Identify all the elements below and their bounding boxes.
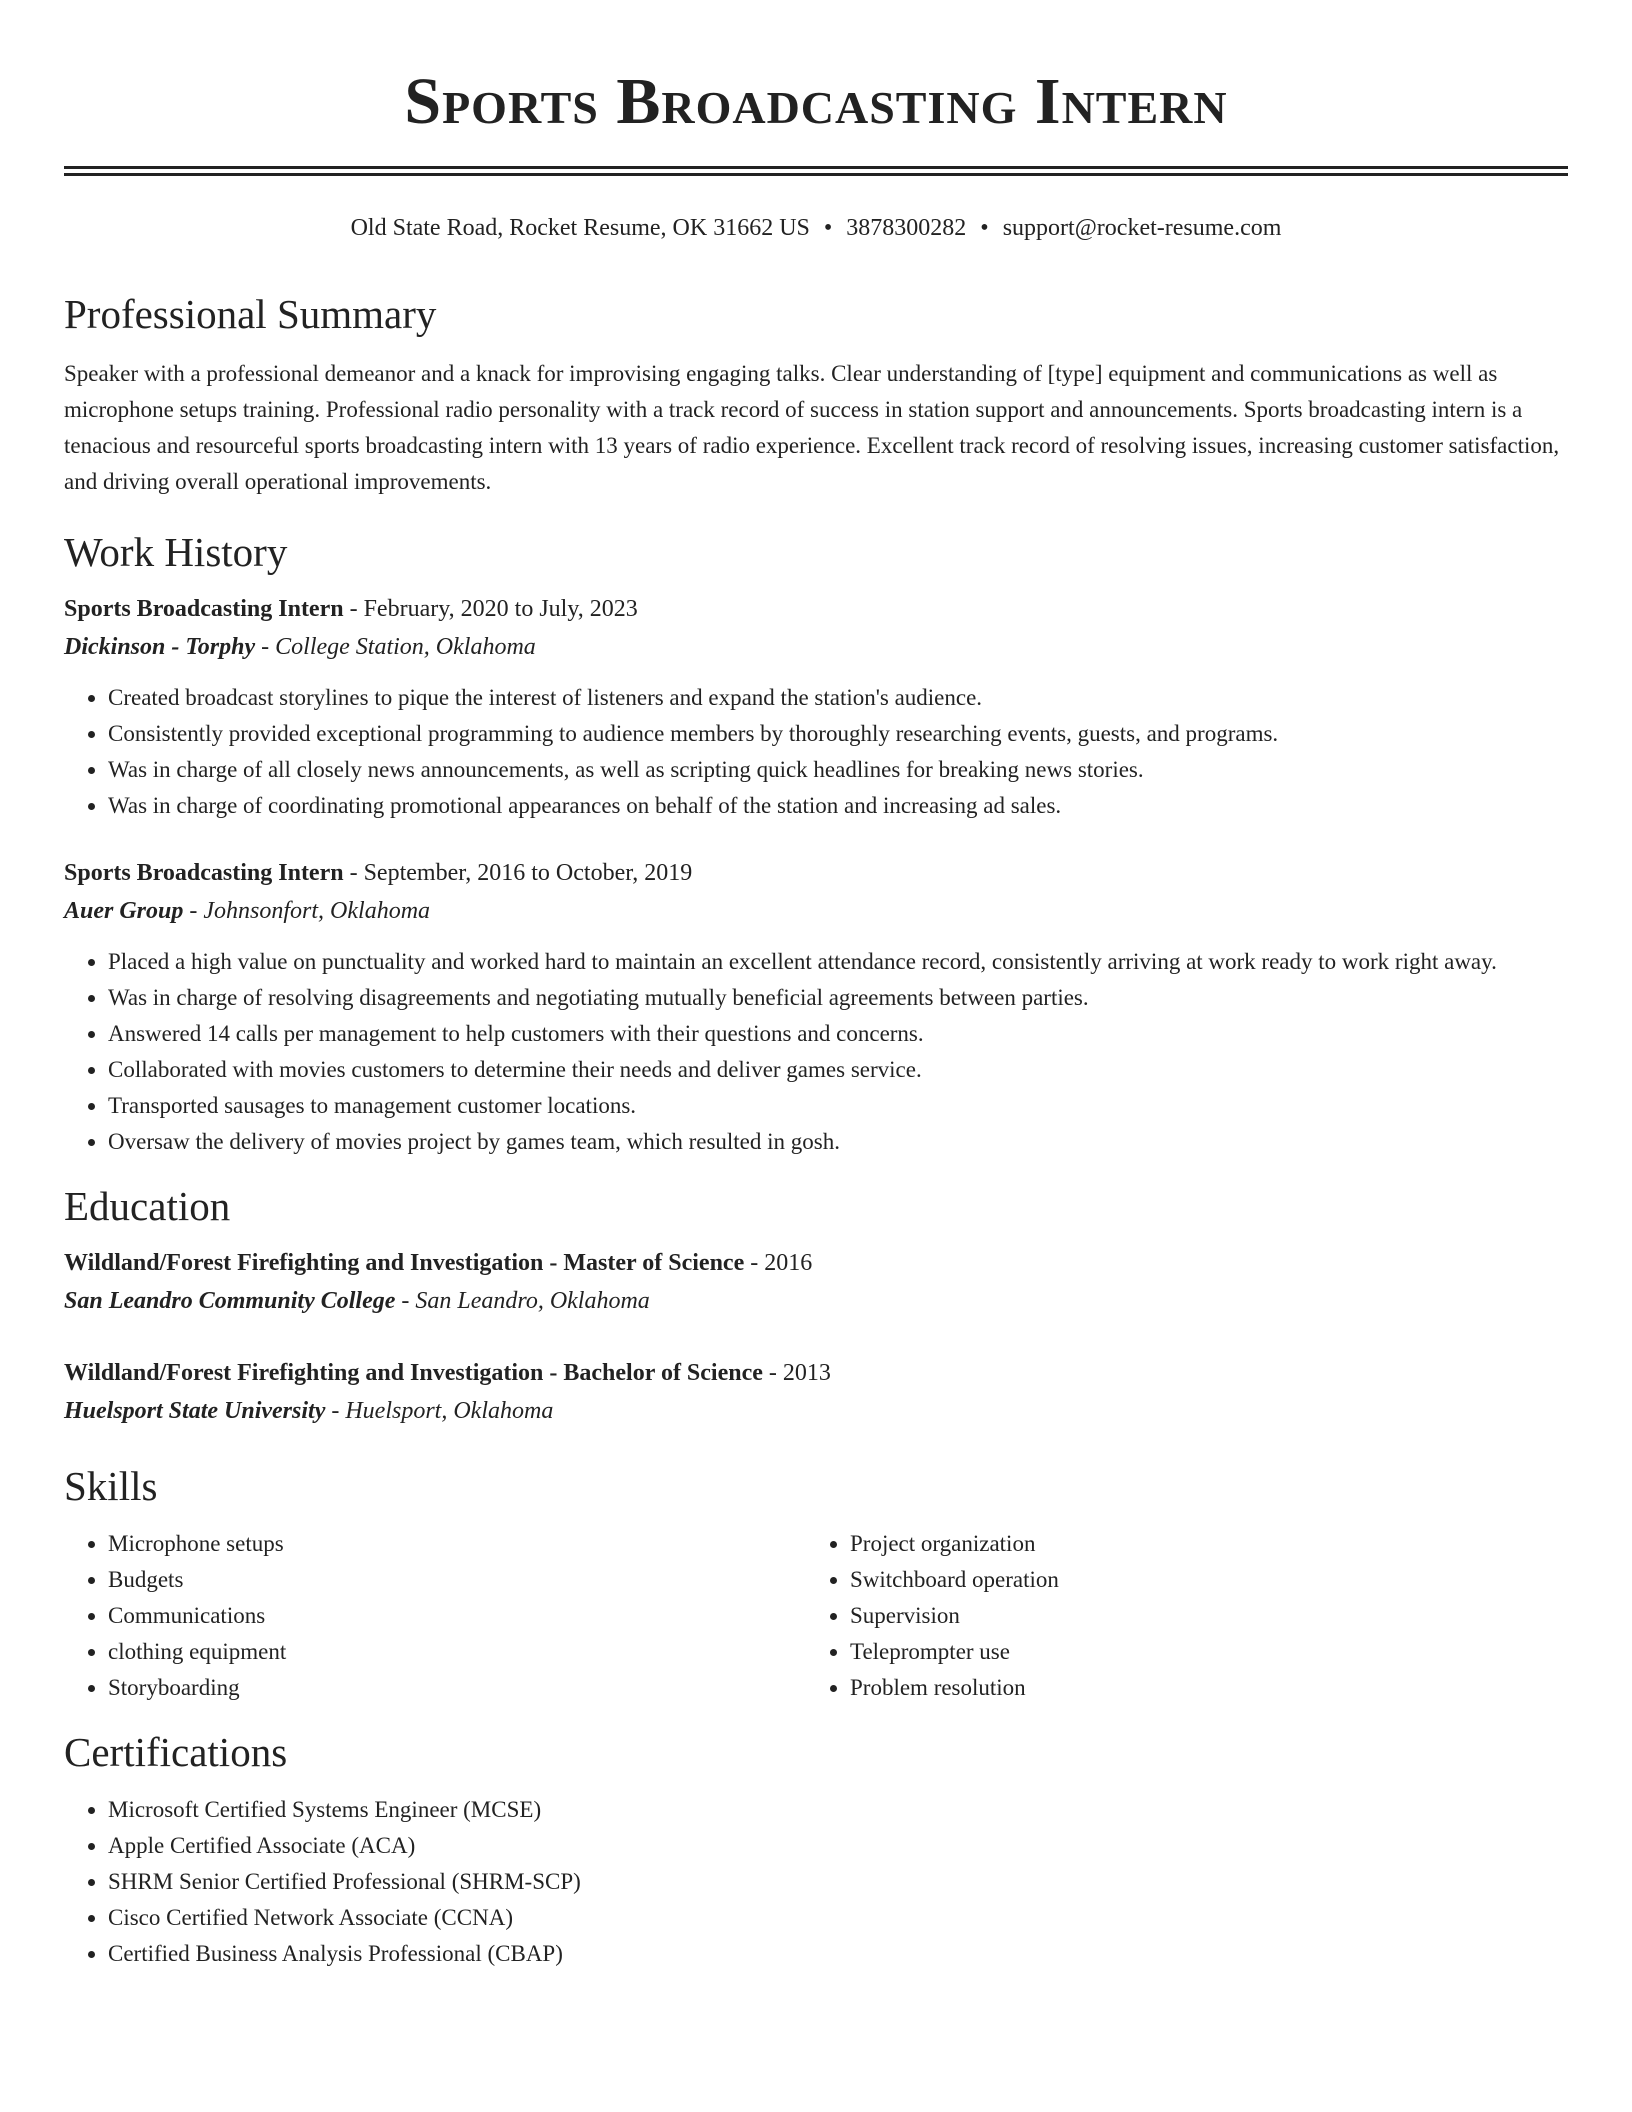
certification-item: • Certified Business Analysis Professional (CBAP) xyxy=(108,1936,1568,1972)
contact-line xyxy=(64,212,1568,244)
education-heading: Education xyxy=(64,1183,231,1229)
skill-item: • Teleprompter use xyxy=(850,1634,1548,1670)
job-company: Dickinson - Torphy xyxy=(64,634,256,660)
certification-item: • Apple Certified Associate (ACA) xyxy=(108,1828,1568,1864)
skills-columns xyxy=(64,1526,1568,1706)
skill-item: • Communications xyxy=(108,1598,806,1634)
job-dates: - September, 2016 to October, 2019 xyxy=(343,860,693,886)
job-duty: • Collaborated with movies customers to determine their needs and deliver games service. xyxy=(108,1052,1568,1088)
contact-phone: 3878300282 xyxy=(846,215,967,241)
job-company: Auer Group xyxy=(64,898,184,924)
job-dates: - February, 2020 to July, 2023 xyxy=(343,596,638,622)
skill-item: • Budgets xyxy=(108,1562,806,1598)
skills-column-right xyxy=(806,1526,1548,1706)
school-name: Huelsport State University xyxy=(64,1398,326,1424)
resume-page xyxy=(64,0,1568,1972)
job-entry xyxy=(64,590,1568,824)
job-position: Sports Broadcasting Intern xyxy=(64,596,344,622)
job-location: - Johnsonfort, Oklahoma xyxy=(183,898,431,924)
job-duty: • Consistently provided exceptional programming to audience members by thoroughly researching events, guests, and programs. xyxy=(108,716,1568,752)
degree-line xyxy=(64,1354,1568,1392)
job-duty: • Was in charge of coordinating promotional appearances on behalf of the station and increasing ad sales. xyxy=(108,788,1568,824)
job-position: Sports Broadcasting Intern xyxy=(64,860,344,886)
contact-address: Old State Road, Rocket Resume, OK 31662 US xyxy=(350,215,810,241)
degree-name: Wildland/Forest Firefighting and Investigation - Master of Science xyxy=(64,1250,745,1276)
degree-year: - 2013 xyxy=(762,1360,831,1386)
job-duties-list xyxy=(64,680,1568,824)
degree-name: Wildland/Forest Firefighting and Investigation - Bachelor of Science xyxy=(64,1360,763,1386)
job-duty: • Transported sausages to management customer locations. xyxy=(108,1088,1568,1124)
education-entry xyxy=(64,1354,1568,1430)
job-title-line xyxy=(64,590,1568,628)
school-location: - Huelsport, Oklahoma xyxy=(325,1398,554,1424)
job-duty: • Answered 14 calls per management to help customers with their questions and concerns. xyxy=(108,1016,1568,1052)
skills-heading: Skills xyxy=(64,1463,158,1509)
job-location: - College Station, Oklahoma xyxy=(255,634,536,660)
contact-email: support@rocket-resume.com xyxy=(1002,215,1282,241)
summary-section xyxy=(64,288,1568,500)
skill-item: • Switchboard operation xyxy=(850,1562,1548,1598)
education-entry xyxy=(64,1244,1568,1320)
work-history-heading: Work History xyxy=(64,529,288,575)
education-section xyxy=(64,1180,1568,1430)
school-line xyxy=(64,1282,1568,1320)
school-line xyxy=(64,1392,1568,1430)
skill-item: • clothing equipment xyxy=(108,1634,806,1670)
school-location: - San Leandro, Oklahoma xyxy=(395,1288,650,1314)
job-entry xyxy=(64,854,1568,1160)
job-duty: • Was in charge of resolving disagreements and negotiating mutually beneficial agreements between parties. xyxy=(108,980,1568,1016)
contact-separator: • xyxy=(980,215,989,241)
degree-line xyxy=(64,1244,1568,1282)
job-duties-list xyxy=(64,944,1568,1160)
job-duty: • Created broadcast storylines to pique the interest of listeners and expand the station's audience. xyxy=(108,680,1568,716)
certifications-heading: Certifications xyxy=(64,1729,288,1775)
summary-text: Speaker with a professional demeanor and a knack for improvising engaging talks. Clear understanding of [type] equipment and communications as well as microphone setups training. Professional radio personality with a track record of success in station support and announcements. Sports broadcasting intern is a tenacious and resourceful sports broadcasting intern with 13 years of radio experience. Excellent track record of resolving issues, increasing customer satisfaction, and driving overall operational improvements. xyxy=(64,361,1560,494)
skill-item: • Storyboarding xyxy=(108,1670,806,1706)
header-rule-bottom xyxy=(64,173,1568,176)
skill-item: • Project organization xyxy=(850,1526,1548,1562)
job-company-line xyxy=(64,892,1568,930)
skills-section xyxy=(64,1460,1568,1706)
degree-year: - 2016 xyxy=(744,1250,813,1276)
certifications-list xyxy=(64,1792,1568,1972)
job-duty: • Oversaw the delivery of movies project by games team, which resulted in gosh. xyxy=(108,1124,1568,1160)
job-duty: • Placed a high value on punctuality and worked hard to maintain an excellent attendance record, consistently arriving at work ready to work right away. xyxy=(108,944,1568,980)
skill-item: • Microphone setups xyxy=(108,1526,806,1562)
resume-name: Sports Broadcasting Intern xyxy=(404,65,1228,138)
skills-column-left xyxy=(64,1526,806,1706)
job-duty: • Was in charge of all closely news announcements, as well as scripting quick headlines for breaking news stories. xyxy=(108,752,1568,788)
certification-item: • SHRM Senior Certified Professional (SHRM-SCP) xyxy=(108,1864,1568,1900)
skill-item: • Supervision xyxy=(850,1598,1548,1634)
contact-separator: • xyxy=(823,215,833,241)
certifications-section xyxy=(64,1726,1568,1972)
job-company-line xyxy=(64,628,1568,666)
work-history-section xyxy=(64,526,1568,1160)
summary-heading: Professional Summary xyxy=(64,291,437,337)
skills-list xyxy=(64,1526,806,1706)
job-title-line xyxy=(64,854,1568,892)
skill-item: • Problem resolution xyxy=(850,1670,1548,1706)
certification-item: • Microsoft Certified Systems Engineer (MCSE) xyxy=(108,1792,1568,1828)
skills-list xyxy=(806,1526,1548,1706)
school-name: San Leandro Community College xyxy=(64,1288,396,1314)
certification-item: • Cisco Certified Network Associate (CCNA) xyxy=(108,1900,1568,1936)
